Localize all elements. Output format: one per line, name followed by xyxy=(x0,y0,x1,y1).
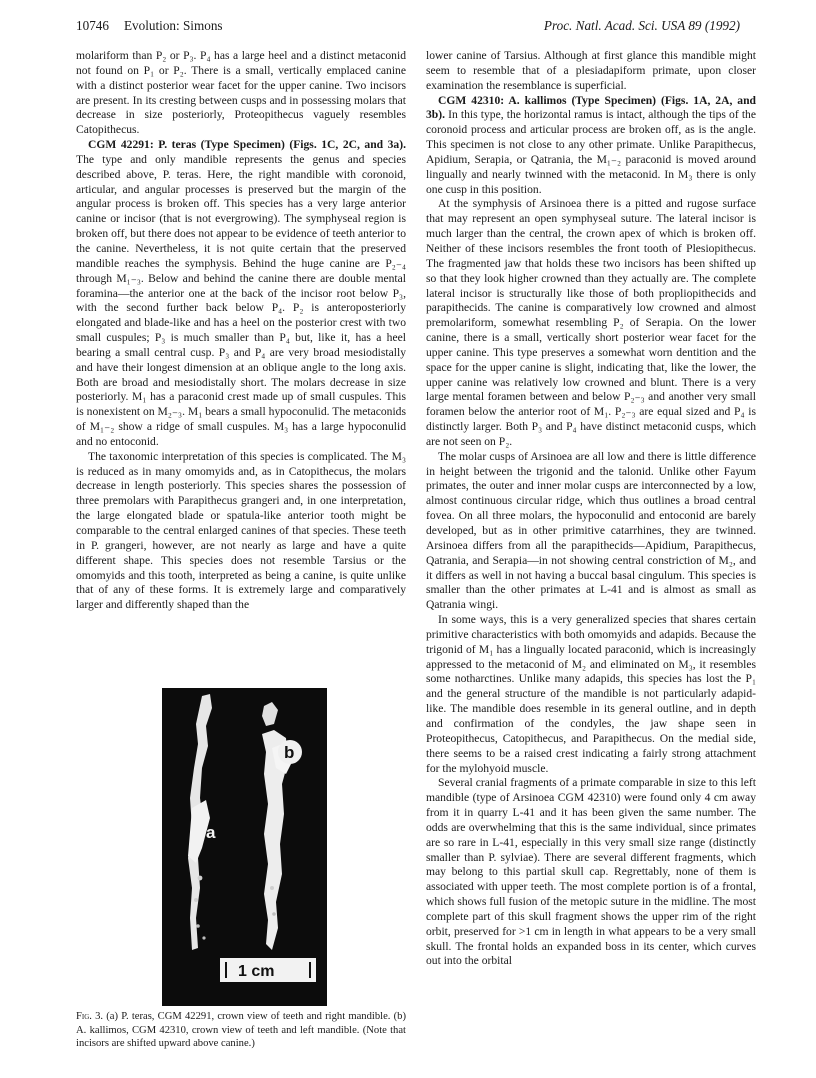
right-column xyxy=(426,49,756,969)
label-a: a xyxy=(206,823,216,842)
page-header xyxy=(76,18,740,36)
paragraph: In some ways, this is a very generalized species that shares certain primitive characteristics with both omomyids and adapids. Because the trigonid of M₁ has a lingually located paraconid, which is increasingly appressed to the metaconid of M₂ and eliminated on M₃, it resembles some notharctines. Unlike many adapids, this species has lost the P₁ and the general structure of the mandible is not particularly adapid-like. The mandible does resemble in its general outline, and in depth and confirmation of the condyles, the jaw shape seen in Proteopithecus, Catopithecus, and Parapithecus. On the medial side, there seems to be a raised crest indicating a fairly strong attachment for the mylohyoid muscle. xyxy=(426,613,757,775)
paragraph-body: In this type, the horizontal ramus is intact, although the tips of the coronoid process and articular process are broken off, as is the angle. This specimen is not close to any other primate. Unlike Parapithecus, Apidium, Serapia, or Qatrania, the M₁₋₂ paraconid is moved around lingually and nearly twinned with the metaconid. In M₃ there is only one cusp in this position. xyxy=(426,108,756,196)
fossil-photograph-drawing xyxy=(162,688,327,1006)
specimen-paragraph-cgm-42291 xyxy=(76,138,406,450)
paragraph: At the symphysis of Arsinoea there is a pitted and rugose surface that may represent an open symphyseal suture. The lateral incisor is much larger than the central, the crown apex of which is broken off. Neither of these incisors resembles the front tooth of Plesiopithecus. The fragmented jaw that holds these two incisors has been shifted up so that they look higher crowned than they actually are. The complete lateral incisor is structurally like those of both propliopithecids and parapithecids. The canine is comparatively low crowned and almost premolariform, somewhat resembling P₂ of Serapia. On the lower canine, there is a small, vertically short posterior wear facet for the upper canine. This type preserves a somewhat worn dentition and the space for the upper canine is slight, indicating that, like the lower, the upper canine was relatively low crowned and blunt. There is a very large mental foramen between and below P₂₋₃ and another very small foramen below the anterior root of M₁. P₂₋₃ are equal sized and P₄ is distinctly larger. Both P₃ and P₄ have distinct metaconid cusps, which are not seen on P₂. xyxy=(426,197,756,448)
paragraph: lower canine of Tarsius. Although at first glance this mandible might seem to resemble that of a plesiadapiform primate, upon closer examination the resemblance is superficial. xyxy=(426,49,756,92)
running-title: Evolution: Simons xyxy=(124,18,223,33)
caption-text: (a) P. teras, CGM 42291, crown view of teeth and right mandible. (b) A. kallimos, CGM 42310, crown view of teeth and left mandible. (Note that incisors are shifted upward above canine.) xyxy=(76,1011,406,1050)
paragraph: molariform than P₂ or P₃. P₄ has a large heel and a distinct metaconid not found on P₁ or P₂. There is a small, vertically emplaced canine with a distinct posterior wear facet for the upper canine. Two incisors are present. In its cresting between cusps and in possessing molars that decrease in size posteriorly, Proteopithecus vaguely resembles Catopithecus. xyxy=(76,49,406,137)
paragraph: The taxonomic interpretation of this species is complicated. The M₃ is reduced as in many omomyids and, as in Catopithecus, the molars decrease in length posteriorly. This species shares the possession of three premolars with Parapithecus grangeri and, in one interpretation, the large elongated blade or spatula-like anterior tooth might be comparable to the central enlarged canines of that species. These teeth in P. grangeri, however, are not nearly as large and have a quite different shape. This species does not resemble Tarsius or the omomyids and this tooth, interpreted as being a canine, is quite unlike that of any of these forms. It is extremely large and comparatively larger and differently shaped than the xyxy=(76,449,406,612)
paragraph: The molar cusps of Arsinoea are all low and there is little difference in height between the trigonid and the talonid. Unlike other Fayum primates, the outer and inner molar cusps are interconnected by a low, almost continuous circular ridge, which thus outlines a broad central fovea. On all three molars, the hypoconulid and entoconid are barely developed, but as in other primitive catarrhines, they are twinned. Arsinoea differs from all the parapithecids—Apidium, Parapithecus, Qatrania, and Serapia—in not showing central constriction of M₂, and it differs as well in not having a buccal basal cingulum. This species is smaller than the other primates at L-41 and is almost as small as Qatrania wingi. xyxy=(426,449,756,612)
left-column xyxy=(76,49,406,613)
paragraph-body: The type and only mandible represents the genus and species described above, P. teras. Here, the right mandible with coronoid, articular, and angular processes is preserved but the margin of the angular process is broken off. This species has a very large anterior canine or incisor (that is not evergrowing). The symphyseal region is broken off, but there does not appear to be evidence of teeth anterior to the canine. Nevertheless, it is not quite certain that the preserved mandible reaches the symphysis. Behind the huge canine are P₂₋₄ through M₁₋₃. Below and behind the canine there are double mental foramina—the anterior one at the back of the incisor root below P₃, with the second further back below P₄. P₂ is anteroposteriorly elongated and blade-like and has a heel on the posterior crest with two small cuspules; P₃ is much smaller than P₄ but, like it, has a heel bearing a small central cusp. P₃ and P₄ are very broad mesiodistally and have their longest dimension at an oblique angle to the long axis. Both are broad and mesiodistally short. The molars decrease in size posteriorly. M₁ has a paraconid crest made up of small cuspules. This is nonexistent on M₂₋₃. M₁ bears a small hypoconulid. The metaconids of M₁₋₂ show a ridge of small cuspules. M₃ has a large hypoconulid and no entoconid. xyxy=(76,152,406,448)
label-b: b xyxy=(284,743,295,762)
scale-bar-label: 1 cm xyxy=(238,963,275,980)
specimen-paragraph-cgm-42310 xyxy=(426,94,756,198)
paragraph: Several cranial fragments of a primate comparable in size to this left mandible (type of Arsinoea CGM 42310) were found only 4 cm away from it in quarry L-41 and it has been given the same number. The odds are overwhelming that this is the same individual, since primates are so rare in L-41, especially in this very small size range (distinctly smaller than P. sylviae). There are several different fragments, which may belong to this partial skull cap. Regrettably, none of them is associated with upper teeth. The most complete portion is of a frontal, which shows full fusion of the metopic suture in the midline. The most complete part of this skull fragment shows the upper rim of the right orbit, preserved for >1 cm in length in what appears to be a very small skull. The frontal holds an expanded boss in its center, which curves out into the orbital xyxy=(426,776,756,968)
specimen-heading: CGM 42291: P. teras (Type Specimen) (Figs. 1C, 2C, and 3a). xyxy=(88,138,406,152)
figure-caption xyxy=(76,1010,406,1051)
page-number: 10746 xyxy=(76,18,109,33)
caption-label: Fig. 3. xyxy=(76,1011,104,1022)
fossil-photograph xyxy=(162,688,327,1006)
journal-citation: Proc. Natl. Acad. Sci. USA 89 (1992) xyxy=(543,18,740,33)
specimen-heading: CGM 42310: A. kallimos (Type Specimen) (Figs. 1A, 2A, and 3b). xyxy=(426,93,756,122)
